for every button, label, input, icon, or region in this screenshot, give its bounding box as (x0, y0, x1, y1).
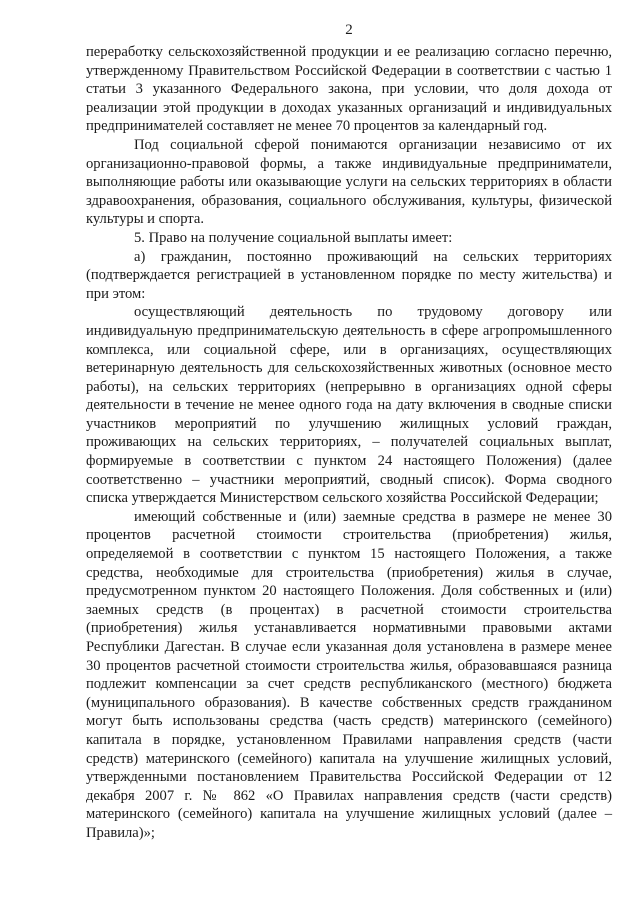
paragraph-5: осуществляющий деятельность по трудовому договору или индивидуальную предпринимательскую деятельность в сфере агропромышленного комплекса, или социальной сфере, или в организациях, осуществляющих ветеринарную деятельность для сельскохозяйственных животных (основное место работы), на сельских территориях (непрерывно в организациях одной сферы деятельности в течение не менее одного года на дату включения в сводные списки участников мероприятий по улучшению жилищных условий граждан, проживающих на сельских территориях, – получателей социальных выплат, формируемые в соответствии с пунктом 24 настоящего Положения) (далее соответственно – участники мероприятий, сводный список). Форма сводного списка утверждается Министерством сельского хозяйства Российской Федерации; (86, 304, 612, 507)
paragraph-4: а) гражданин, постоянно проживающий на сельских территориях (подтверждается регистрацией в установленном порядке по месту жительства) и при этом: (86, 248, 612, 302)
paragraph-3: 5. Право на получение социальной выплаты имеет: (134, 229, 453, 246)
paragraph-1: переработку сельскохозяйственной продукции и ее реализацию согласно перечню, утвержденному Правительством Российской Федерации в соответствии с частью 1 статьи 3 указанного Федерального закона, при условии, что доля дохода от реализации этой продукции в доходах указанных организаций и индивидуальных предпринимателей составляет не менее 70 процентов за календарный год. (86, 44, 612, 135)
document-body (86, 43, 612, 843)
page-number: 2 (345, 22, 353, 38)
paragraph-2: Под социальной сферой понимаются организации независимо от их организационно-правовой формы, а также индивидуальные предприниматели, выполняющие работы или оказывающие услуги на сельских территориях в области здравоохранения, образования, социального обслуживания, культуры, физической культуры и спорта. (86, 136, 612, 228)
paragraph-6: имеющий собственные и (или) заемные средства в размере не менее 30 процентов расчетной стоимости строительства (приобретения) жилья, определяемой в соответствии с пунктом 15 настоящего Положения, а также средства, необходимые для строительства (приобретения) жилья в случае, предусмотренном пунктом 20 настоящего Положения. Доля собственных и (или) заемных средств (в процентах) в расчетной стоимости строительства (приобретения) жилья устанавливается нормативными правовыми актами Республики Дагестан. В случае если указанная доля установлена в размере менее 30 процентов расчетной стоимости строительства жилья, образовавшаяся разница подлежит компенсации за счет средств республиканского (местного) бюджета (муниципального образования). В качестве собственных средств гражданином могут быть использованы средства (часть средств) материнского (семейного) капитала в порядке, установленном Правилами направления средств (части средств) материнского (семейного) капитала на улучшение жилищных условий, утвержденными постановлением Правительства Российской Федерации от 12 декабря 2007 г. № 862 «О Правилах направления средств (части средств) материнского (семейного) капитала на улучшение жилищных условий (далее – Правила)»; (86, 508, 612, 841)
